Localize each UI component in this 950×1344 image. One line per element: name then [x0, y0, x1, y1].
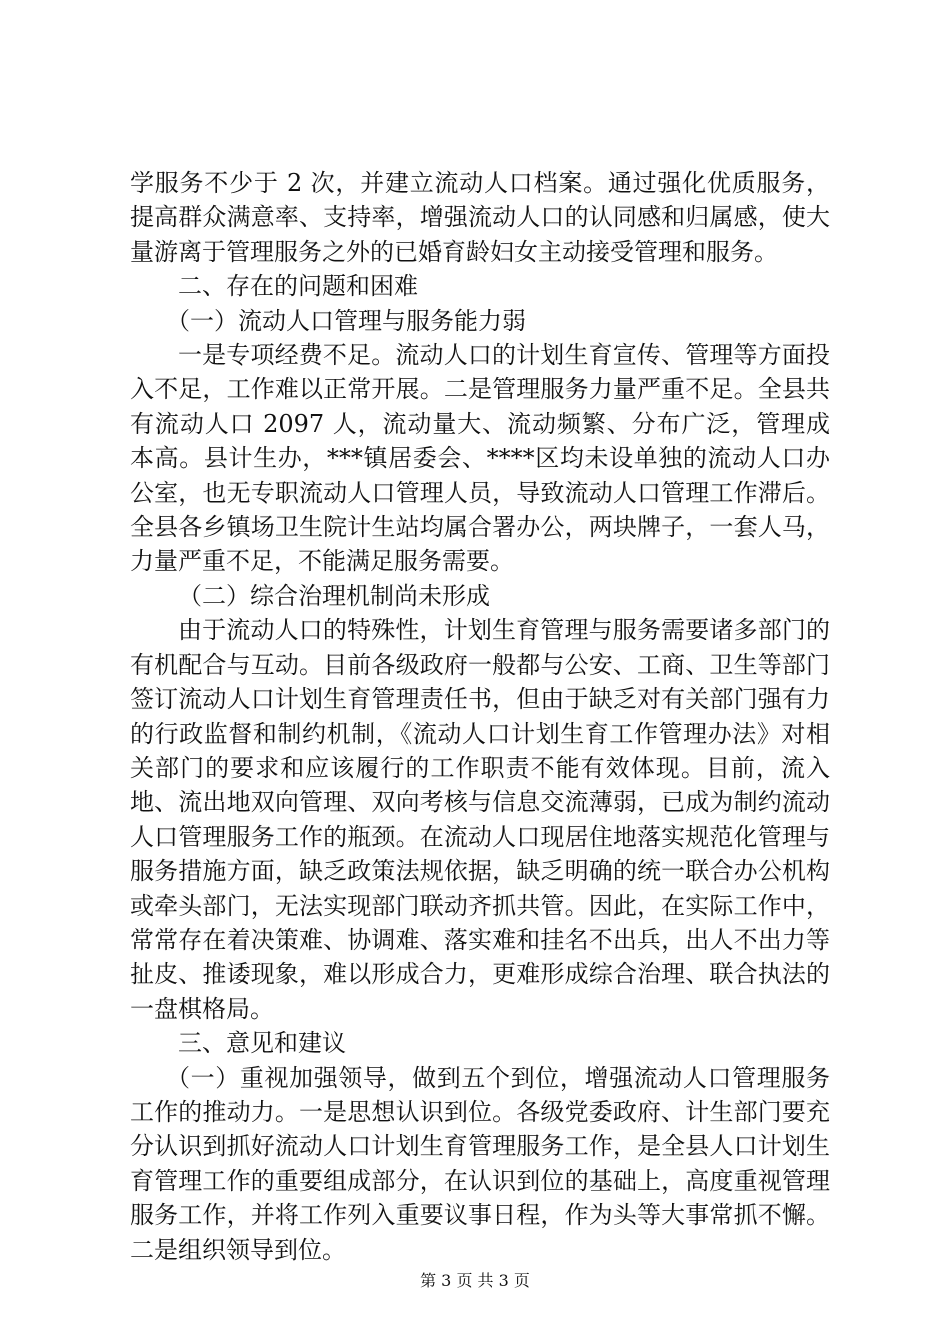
section-heading-3: 三、意见和建议 [178, 1029, 346, 1058]
paragraph-2-1: 一是专项经费不足。流动人口的计划生育宣传、管理等方面投入不足，工作难以正常开展。二是管理服务力量严重不足。全县共有流动人口 2097 人，流动量大、流动频繁、分布广泛，管理成本高。县计生办，***镇居委会、****区均未设单独的流动人口办公室，也无专职流动人口管理人员，导致流动人口管理工作滞后。全县各乡镇场卫生院计生站均属合署办公，两块牌子，一套人马，力量严重不足，不能满足服务需要。 [130, 341, 830, 576]
paragraph-2-2: 由于流动人口的特殊性，计划生育管理与服务需要诸多部门的有机配合与互动。目前各级政府一般都与公安、工商、卫生等部门签订流动人口计划生育管理责任书，但由于缺乏对有关部门强有力的行政监督和制约机制，《流动人口计划生育工作管理办法》对相关部门的要求和应该履行的工作职责不能有效体现。目前，流入地、流出地双向管理、双向考核与信息交流薄弱，已成为制约流动人口管理服务工作的瓶颈。在流动人口现居住地落实规范化管理与服务措施方面，缺乏政策法规依据，缺乏明确的统一联合办公机构或牵头部门，无法实现部门联动齐抓共管。因此，在实际工作中，常常存在着决策难、协调难、落实难和挂名不出兵，出人不出力等扯皮、推诿现象，难以形成合力，更难形成综合治理、联合执法的一盘棋格局。 [130, 616, 830, 1023]
document-body [130, 166, 830, 1267]
subsection-heading-2-2: （二）综合治理机制尚未形成 [178, 581, 490, 610]
section-heading-2: 二、存在的问题和困难 [178, 272, 418, 301]
subsection-heading-2-1: （一）流动人口管理与服务能力弱 [166, 306, 526, 335]
paragraph-3-1: （一）重视加强领导，做到五个到位，增强流动人口管理服务工作的推动力。一是思想认识到位。各级党委政府、计生部门要充分认识到抓好流动人口计划生育管理服务工作，是全县人口计划生育管理工作的重要组成部分，在认识到位的基础上，高度重视管理服务工作，并将工作列入重要议事日程，作为头等大事常抓不懈。二是组织领导到位。 [130, 1063, 830, 1264]
page-footer: 第 3 页 共 3 页 [420, 1271, 530, 1290]
paragraph-continuation: 学服务不少于 2 次，并建立流动人口档案。通过强化优质服务，提高群众满意率、支持率，增强流动人口的认同感和归属感，使大量游离于管理服务之外的已婚育龄妇女主动接受管理和服务。 [130, 169, 830, 266]
